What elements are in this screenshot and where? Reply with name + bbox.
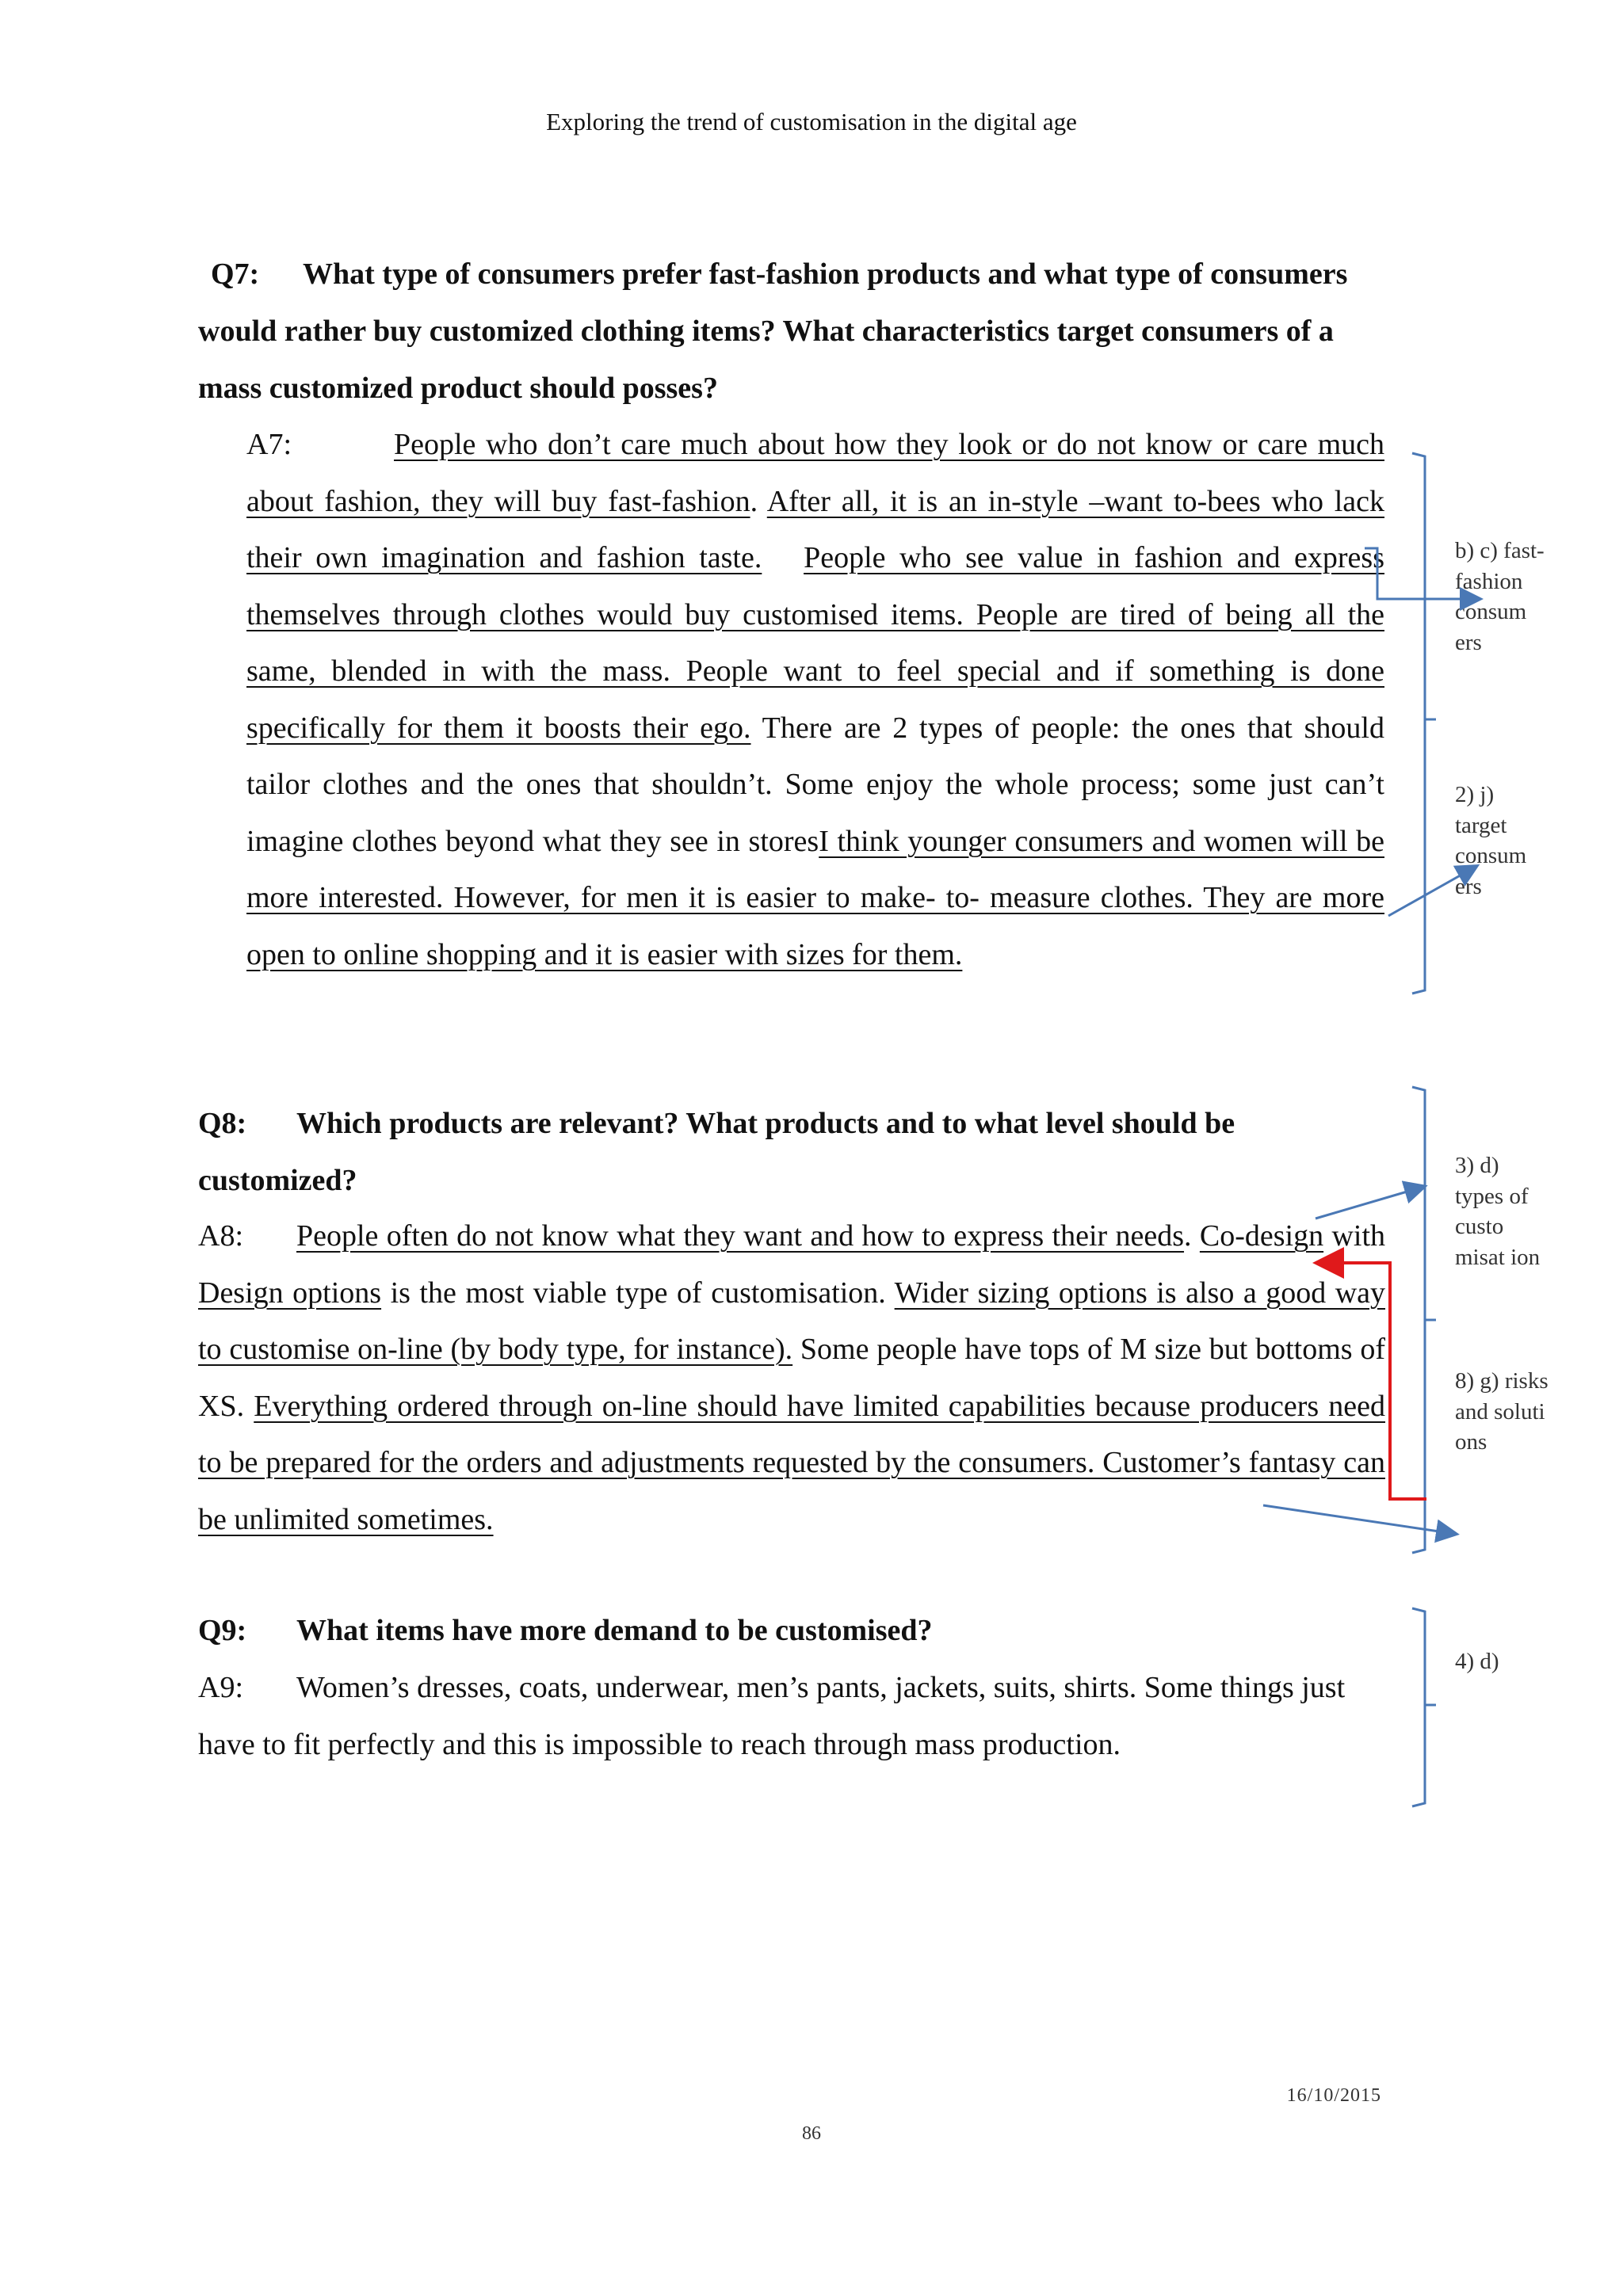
- answer-label: A9:: [198, 1671, 243, 1704]
- bracket-q8: [1412, 1087, 1425, 1553]
- footer-date: 16/10/2015: [1286, 2085, 1381, 2106]
- margin-note-risks-and-solutions: 8) g) risks and soluti ons: [1455, 1368, 1549, 1455]
- answer-label: A7:: [246, 428, 292, 461]
- question-text: What type of consumers prefer fast-fashion products and what type of consumers would rather buy customized clothing items? What characteristics target consumers of a mass customized product should posses?: [198, 257, 1348, 405]
- running-header: Exploring the trend of customisation in the digital age: [546, 108, 1077, 135]
- answer-text-underlined: Everything ordered through on-line should have limited capabilities because producers need to be prepared for the orders and adjustments requested by the consumers. Customer’s fantasy can be unlimited sometimes.: [198, 1389, 1386, 1536]
- answer-text-underlined: Design options: [198, 1276, 382, 1310]
- arrow-target-consumers: [1388, 867, 1476, 916]
- question-label: Q9:: [198, 1614, 247, 1647]
- question-text: What items have more demand to be customised?: [296, 1614, 933, 1647]
- arrow-risks-solutions: [1263, 1505, 1455, 1534]
- margin-note-item-demand: 4) d): [1455, 1649, 1499, 1674]
- answer-a8: A8: People often do not know what they want and how to express their needs. Co-design with Design options is the most viable type of customisation. Wider sizing options is also a good way to customise on-line (by body type, for instance). Some people have tops of M size but bottoms of XS. Everything ordered through on-line should have limited capabilities because producers need to be prepared for the orders and adjustments requested by the consumers. Customer’s fantasy can be unlimited sometimes.: [198, 1208, 1385, 1548]
- bracket-q9: [1412, 1608, 1425, 1806]
- margin-note-fast-fashion-consumers: b) c) fast-fashion consum ers: [1455, 538, 1545, 655]
- answer-text-underlined: People who don’t care much about how they look or do not know or care much about fashion, they will buy fast-fashion: [246, 428, 1384, 518]
- page-number: 86: [802, 2123, 821, 2144]
- answer-text-underlined: Co-design: [1199, 1219, 1324, 1253]
- answer-a7: A7: People who don’t care much about how they look or do not know or care much about fashion, they will buy fast-fashion. After all, it is an in-style –want to-bees who lack their own imagination and fashion taste. People who see value in fashion and express themselves through clothes would buy customised items. People are tired of being all the same, blended in with the mass. People want to feel special and if something is done specifically for them it boosts their ego. There are 2 types of people: the ones that should tailor clothes and the ones that shouldn’t. Some enjoy the whole process; some just can’t imagine clothes beyond what they see in storesI think younger consumers and women will be more interested. However, for men it is easier to make- to- measure clothes. They are more open to online shopping and it is easier with sizes for them.: [246, 417, 1384, 983]
- arrow-fast-fashion: [1365, 548, 1479, 599]
- red-arrow-co-design: [1319, 1263, 1426, 1499]
- answer-text: is the most viable type of customisation.: [390, 1276, 886, 1310]
- answer-text-underlined: People who see value in fashion and express themselves through clothes would buy customised items. People are tired of being all the same, blended in with the mass. People want to feel special and if something is done specifically for them it boosts their ego.: [246, 541, 1385, 745]
- answer-text-underlined: After all, it is an in-style –want to-bees who lack their own imagination and fashion taste.: [246, 484, 1385, 574]
- answer-text: Some people have tops of M size but bottoms of XS.: [198, 1333, 1386, 1423]
- answer-label: A8:: [198, 1219, 243, 1253]
- question-label: Q8:: [198, 1107, 247, 1140]
- answer-text: Women’s dresses, coats, underwear, men’s pants, jackets, suits, shirts. Some things just have to fit perfectly and this is impossible to reach through mass production.: [198, 1671, 1346, 1761]
- arrow-types-customisation: [1316, 1187, 1423, 1219]
- answer-text: with: [1331, 1219, 1385, 1253]
- answer-text-underlined: Wider sizing options is also a good way to customise on-line (by body type, for instance).: [198, 1276, 1386, 1366]
- margin-note-types-of-customisation: 3) d) types of custo misat ion: [1455, 1153, 1541, 1270]
- answer-text: There are 2 types of people: the ones that should tailor clothes and the ones that shouldn’t. Some enjoy the whole process; some just can’t imagine clothes beyond what they see in stores: [246, 711, 1384, 858]
- answer-text-underlined: People often do not know what they want and how to express their needs: [296, 1219, 1185, 1253]
- bracket-q7: [1412, 453, 1425, 994]
- margin-note-target-consumers: 2) j) target consum ers: [1455, 782, 1527, 899]
- question-label: Q7:: [211, 257, 260, 291]
- question-text: Which products are relevant? What products and to what level should be customized?: [198, 1107, 1235, 1197]
- answer-text-underlined: I think younger consumers and women will be more interested. However, for men it is easier to make- to- measure clothes. They are more open to online shopping and it is easier with sizes for them.: [246, 824, 1384, 971]
